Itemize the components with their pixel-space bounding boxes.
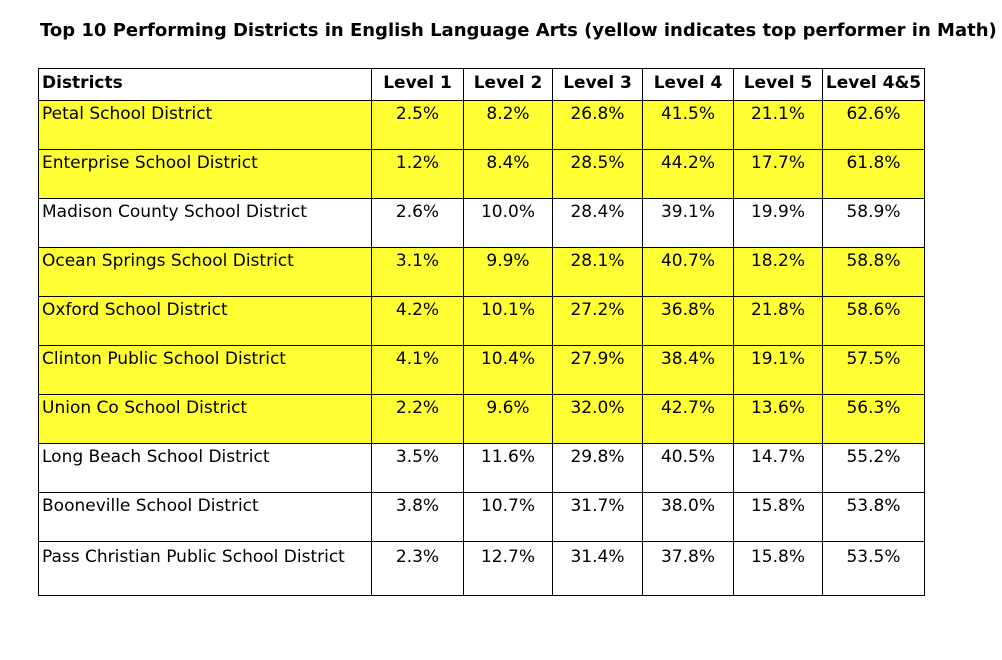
column-header-level-3: Level 3	[553, 69, 643, 101]
level-value-cell: 28.1%	[553, 248, 643, 297]
level-value-cell: 9.9%	[464, 248, 553, 297]
column-header-level-2: Level 2	[464, 69, 553, 101]
level-value-cell: 21.1%	[734, 101, 823, 150]
level-value-cell: 53.5%	[823, 542, 925, 596]
district-name-cell: Petal School District	[39, 101, 372, 150]
level-value-cell: 41.5%	[643, 101, 734, 150]
district-results-table	[38, 68, 925, 596]
table-row	[39, 444, 925, 493]
page-title: Top 10 Performing Districts in English Language Arts (yellow indicates top performer in Math)	[40, 20, 997, 41]
level-value-cell: 17.7%	[734, 150, 823, 199]
column-header-level-4: Level 4	[643, 69, 734, 101]
level-value-cell: 10.1%	[464, 297, 553, 346]
column-header-level-5: Level 5	[734, 69, 823, 101]
level-value-cell: 57.5%	[823, 346, 925, 395]
table-row	[39, 101, 925, 150]
level-value-cell: 38.0%	[643, 493, 734, 542]
level-value-cell: 40.7%	[643, 248, 734, 297]
level-value-cell: 32.0%	[553, 395, 643, 444]
level-value-cell: 39.1%	[643, 199, 734, 248]
district-name-cell: Madison County School District	[39, 199, 372, 248]
level-value-cell: 4.1%	[372, 346, 464, 395]
district-name-cell: Booneville School District	[39, 493, 372, 542]
level-value-cell: 21.8%	[734, 297, 823, 346]
level-value-cell: 36.8%	[643, 297, 734, 346]
level-value-cell: 4.2%	[372, 297, 464, 346]
level-value-cell: 37.8%	[643, 542, 734, 596]
level-value-cell: 10.0%	[464, 199, 553, 248]
column-header-districts: Districts	[39, 69, 372, 101]
district-name-cell: Long Beach School District	[39, 444, 372, 493]
table-row	[39, 248, 925, 297]
table-row	[39, 395, 925, 444]
table-header-row	[39, 69, 925, 101]
level-value-cell: 8.4%	[464, 150, 553, 199]
level-value-cell: 55.2%	[823, 444, 925, 493]
level-value-cell: 38.4%	[643, 346, 734, 395]
level-value-cell: 26.8%	[553, 101, 643, 150]
level-value-cell: 42.7%	[643, 395, 734, 444]
level-value-cell: 2.2%	[372, 395, 464, 444]
district-name-cell: Pass Christian Public School District	[39, 542, 372, 596]
level-value-cell: 58.9%	[823, 199, 925, 248]
level-value-cell: 11.6%	[464, 444, 553, 493]
table-row	[39, 297, 925, 346]
table-row	[39, 493, 925, 542]
level-value-cell: 62.6%	[823, 101, 925, 150]
level-value-cell: 27.2%	[553, 297, 643, 346]
level-value-cell: 15.8%	[734, 493, 823, 542]
level-value-cell: 14.7%	[734, 444, 823, 493]
level-value-cell: 10.7%	[464, 493, 553, 542]
level-value-cell: 1.2%	[372, 150, 464, 199]
level-value-cell: 31.7%	[553, 493, 643, 542]
level-value-cell: 15.8%	[734, 542, 823, 596]
table-row	[39, 346, 925, 395]
level-value-cell: 19.9%	[734, 199, 823, 248]
level-value-cell: 40.5%	[643, 444, 734, 493]
level-value-cell: 29.8%	[553, 444, 643, 493]
level-value-cell: 18.2%	[734, 248, 823, 297]
level-value-cell: 28.5%	[553, 150, 643, 199]
level-value-cell: 58.6%	[823, 297, 925, 346]
table-row	[39, 150, 925, 199]
column-header-level-1: Level 1	[372, 69, 464, 101]
level-value-cell: 56.3%	[823, 395, 925, 444]
level-value-cell: 44.2%	[643, 150, 734, 199]
column-header-level-4-5: Level 4&5	[823, 69, 925, 101]
level-value-cell: 10.4%	[464, 346, 553, 395]
level-value-cell: 2.5%	[372, 101, 464, 150]
level-value-cell: 13.6%	[734, 395, 823, 444]
level-value-cell: 3.1%	[372, 248, 464, 297]
table-row	[39, 542, 925, 596]
level-value-cell: 2.3%	[372, 542, 464, 596]
level-value-cell: 58.8%	[823, 248, 925, 297]
district-name-cell: Union Co School District	[39, 395, 372, 444]
level-value-cell: 8.2%	[464, 101, 553, 150]
level-value-cell: 2.6%	[372, 199, 464, 248]
level-value-cell: 3.8%	[372, 493, 464, 542]
district-name-cell: Clinton Public School District	[39, 346, 372, 395]
level-value-cell: 27.9%	[553, 346, 643, 395]
level-value-cell: 9.6%	[464, 395, 553, 444]
level-value-cell: 53.8%	[823, 493, 925, 542]
level-value-cell: 19.1%	[734, 346, 823, 395]
table-row	[39, 199, 925, 248]
level-value-cell: 12.7%	[464, 542, 553, 596]
level-value-cell: 3.5%	[372, 444, 464, 493]
level-value-cell: 61.8%	[823, 150, 925, 199]
district-name-cell: Enterprise School District	[39, 150, 372, 199]
district-name-cell: Ocean Springs School District	[39, 248, 372, 297]
level-value-cell: 28.4%	[553, 199, 643, 248]
level-value-cell: 31.4%	[553, 542, 643, 596]
district-name-cell: Oxford School District	[39, 297, 372, 346]
